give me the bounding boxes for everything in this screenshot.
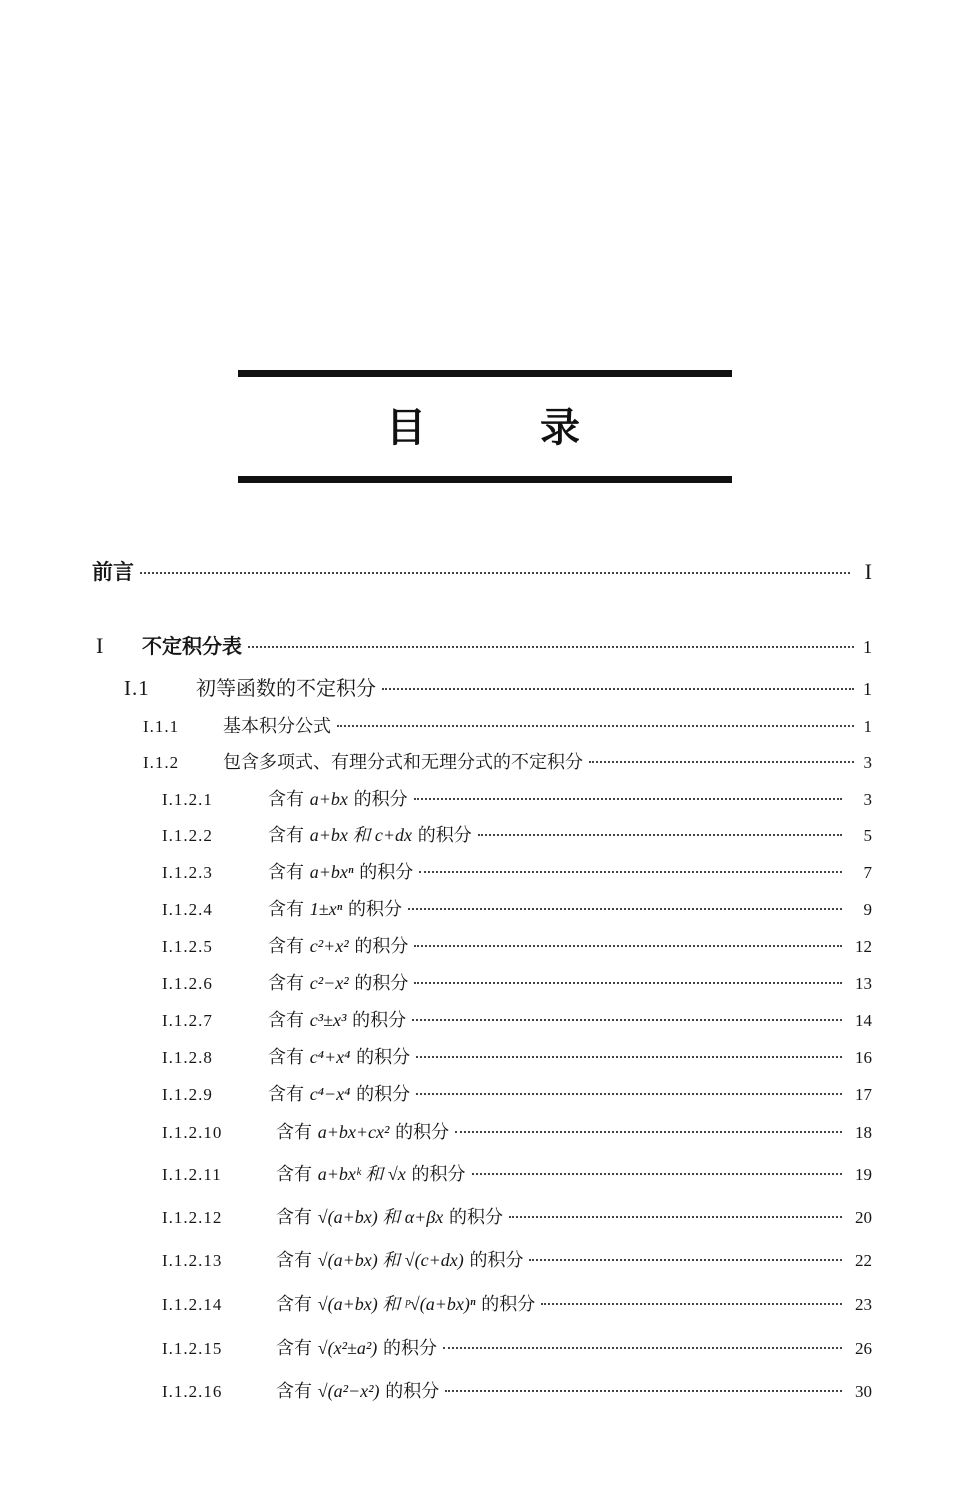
toc-entry-title bbox=[268, 1080, 410, 1106]
toc-entry-number: I.1.2.11 bbox=[162, 1165, 222, 1184]
toc-entry-number: I.1.2.3 bbox=[162, 863, 213, 882]
toc-entry-title bbox=[276, 1118, 449, 1144]
toc-entry-title bbox=[276, 1334, 437, 1360]
toc-entry-number: I.1.2.2 bbox=[162, 826, 213, 845]
toc-entry-page: 7 bbox=[863, 863, 872, 882]
dot-leader bbox=[443, 1347, 842, 1349]
toc-entry-number: I.1.2.7 bbox=[162, 1011, 213, 1030]
dot-leader bbox=[416, 1056, 842, 1058]
title-suffix: 的积分 bbox=[348, 899, 403, 920]
math-expression: c²+x² bbox=[309, 936, 349, 956]
title-prefix: 含有 bbox=[268, 1047, 304, 1068]
title-prefix: 含有 bbox=[268, 973, 304, 994]
math-expression: a+bx+cx² bbox=[317, 1122, 390, 1142]
toc-entry-number: I.1.2.1 bbox=[162, 790, 213, 809]
toc-entry-number: I.1.2.16 bbox=[162, 1382, 223, 1401]
dot-leader bbox=[416, 1093, 842, 1095]
toc-entry-item[interactable] bbox=[162, 785, 872, 811]
title-suffix: 的积分 bbox=[385, 1381, 440, 1402]
toc-entry-page: 26 bbox=[855, 1339, 872, 1358]
title-prefix: 含有 bbox=[268, 789, 304, 810]
toc-entry-item[interactable] bbox=[162, 1160, 872, 1186]
math-expression: 1±xⁿ bbox=[309, 899, 343, 919]
toc-entry-page: 5 bbox=[863, 826, 872, 845]
toc-entry-title bbox=[268, 821, 472, 847]
title-prefix: 含有 bbox=[268, 862, 304, 883]
toc-entry-item[interactable] bbox=[162, 821, 872, 847]
dot-leader bbox=[382, 688, 854, 690]
toc-entry-title bbox=[276, 1203, 503, 1229]
dot-leader bbox=[478, 834, 842, 836]
math-expression: a+bxⁿ bbox=[309, 862, 354, 882]
toc-entry-item[interactable] bbox=[162, 932, 872, 958]
dot-leader bbox=[412, 1019, 842, 1021]
title-suffix: 的积分 bbox=[383, 1338, 437, 1359]
title-suffix: 的积分 bbox=[356, 1084, 411, 1105]
math-expression: c³±x³ bbox=[309, 1010, 347, 1030]
toc-entry-title bbox=[276, 1160, 466, 1186]
math-expression: √(a+bx) 和 √(c+dx) bbox=[317, 1250, 464, 1270]
dot-leader bbox=[472, 1173, 842, 1175]
title-suffix: 的积分 bbox=[352, 1010, 407, 1031]
toc-entry-page: 23 bbox=[855, 1295, 872, 1314]
toc-entry-number: I.1.2.10 bbox=[162, 1123, 223, 1142]
toc-entry-page: 20 bbox=[855, 1208, 872, 1227]
toc-entry-page: 12 bbox=[855, 937, 872, 956]
toc-entry-title bbox=[276, 1246, 523, 1272]
toc-entry-number: I.1.2.8 bbox=[162, 1048, 213, 1067]
toc-entry-number: I.1.2.5 bbox=[162, 937, 213, 956]
title-suffix: 的积分 bbox=[395, 1122, 450, 1143]
toc-entry-title: 不定积分表 bbox=[142, 634, 242, 658]
title-prefix: 含有 bbox=[276, 1207, 312, 1228]
dot-leader bbox=[445, 1390, 842, 1392]
math-expression: c²−x² bbox=[309, 973, 349, 993]
toc-entry-page: 13 bbox=[855, 974, 872, 993]
dot-leader bbox=[140, 572, 850, 574]
dot-leader bbox=[541, 1303, 842, 1305]
title-suffix: 的积分 bbox=[356, 1047, 411, 1068]
title-suffix: 的积分 bbox=[417, 825, 472, 846]
title-prefix: 含有 bbox=[276, 1250, 312, 1271]
math-expression: √(x²±a²) bbox=[317, 1338, 378, 1358]
dot-leader bbox=[509, 1216, 842, 1218]
toc-entry-item[interactable] bbox=[162, 858, 872, 884]
toc-entry-page: I bbox=[864, 559, 872, 584]
dot-leader bbox=[414, 945, 842, 947]
dot-leader bbox=[529, 1259, 842, 1261]
toc-heading-char-2: 录 bbox=[540, 405, 580, 451]
toc-entry-title: 前言 bbox=[92, 560, 134, 584]
toc-entry-page: 19 bbox=[855, 1165, 872, 1184]
toc-entry-title: 初等函数的不定积分 bbox=[196, 676, 376, 700]
dot-leader bbox=[408, 908, 842, 910]
toc-entry-item[interactable] bbox=[162, 1118, 872, 1144]
title-prefix: 含有 bbox=[276, 1164, 312, 1185]
toc-entry-page: 1 bbox=[863, 717, 872, 736]
toc-entry-number: I.1.2.4 bbox=[162, 900, 213, 919]
dot-leader bbox=[455, 1131, 842, 1133]
toc-entry-item[interactable] bbox=[162, 895, 872, 921]
toc-entry-page: 9 bbox=[863, 900, 872, 919]
toc-entry-title bbox=[268, 1006, 406, 1032]
toc-entry-item[interactable] bbox=[162, 1203, 872, 1229]
title-prefix: 含有 bbox=[276, 1381, 312, 1402]
title-prefix: 含有 bbox=[276, 1122, 312, 1143]
toc-entry-number: I.1.2.13 bbox=[162, 1251, 223, 1270]
dot-leader bbox=[419, 871, 842, 873]
toc-entry-item[interactable] bbox=[162, 1006, 872, 1032]
math-expression: c⁴−x⁴ bbox=[309, 1084, 351, 1104]
toc-entry-page: 1 bbox=[863, 637, 872, 657]
toc-entry-title bbox=[268, 785, 408, 811]
math-expression: a+bxᵏ 和 √x bbox=[317, 1164, 406, 1184]
toc-entry-item[interactable] bbox=[162, 1290, 872, 1316]
title-suffix: 的积分 bbox=[354, 973, 409, 994]
toc-heading-char-1: 目 bbox=[386, 405, 426, 451]
toc-entry-title bbox=[276, 1377, 439, 1403]
toc-entry-number: I.1 bbox=[124, 676, 150, 700]
toc-entry-page: 3 bbox=[863, 753, 872, 772]
math-expression: √(a²−x²) bbox=[317, 1381, 380, 1401]
math-expression: a+bx bbox=[309, 789, 348, 809]
toc-entry-number: I.1.1 bbox=[143, 717, 180, 736]
dot-leader bbox=[248, 646, 854, 648]
toc-entry-preface[interactable] bbox=[92, 556, 872, 586]
title-prefix: 含有 bbox=[268, 825, 304, 846]
toc-entry-subsection[interactable] bbox=[143, 748, 872, 774]
dot-leader bbox=[337, 725, 854, 727]
title-prefix: 含有 bbox=[268, 1010, 304, 1031]
title-suffix: 的积分 bbox=[481, 1294, 536, 1315]
toc-entry-number: I.1.2.6 bbox=[162, 974, 213, 993]
math-expression: c⁴+x⁴ bbox=[309, 1047, 351, 1067]
toc-entry-number: I.1.2.14 bbox=[162, 1295, 223, 1314]
title-suffix: 的积分 bbox=[353, 789, 408, 810]
title-prefix: 含有 bbox=[276, 1338, 312, 1359]
toc-entry-title bbox=[268, 895, 402, 921]
math-expression: √(a+bx) 和 α+βx bbox=[317, 1207, 444, 1227]
toc-entry-page: 14 bbox=[855, 1011, 872, 1030]
title-suffix: 的积分 bbox=[469, 1250, 524, 1271]
math-expression: a+bx 和 c+dx bbox=[309, 825, 412, 845]
toc-entry-number: I.1.2.9 bbox=[162, 1085, 213, 1104]
dot-leader bbox=[589, 761, 854, 763]
toc-entry-title: 包含多项式、有理分式和无理分式的不定积分 bbox=[223, 752, 583, 773]
title-suffix: 的积分 bbox=[449, 1207, 504, 1228]
toc-entry-page: 30 bbox=[855, 1382, 872, 1401]
toc-entry-item[interactable] bbox=[162, 969, 872, 995]
toc-entry-item[interactable] bbox=[162, 1080, 872, 1106]
dot-leader bbox=[414, 798, 842, 800]
toc-entry-page: 22 bbox=[855, 1251, 872, 1270]
toc-entry-page: 18 bbox=[855, 1123, 872, 1142]
toc-entry-chapter[interactable] bbox=[96, 630, 872, 659]
toc-entry-page: 16 bbox=[855, 1048, 872, 1067]
toc-entry-item[interactable] bbox=[162, 1043, 872, 1069]
title-prefix: 含有 bbox=[268, 899, 304, 920]
toc-entry-page: 1 bbox=[863, 679, 872, 699]
title-suffix: 的积分 bbox=[354, 936, 409, 957]
toc-entry-number: I.1.2.15 bbox=[162, 1339, 223, 1358]
title-rule-top bbox=[238, 370, 732, 377]
toc-entry-section[interactable] bbox=[124, 672, 872, 701]
toc-entry-item[interactable] bbox=[162, 1246, 872, 1272]
toc-entry-number: I.1.2.12 bbox=[162, 1208, 223, 1227]
toc-entry-item[interactable] bbox=[162, 1377, 872, 1403]
title-suffix: 的积分 bbox=[359, 862, 414, 883]
math-expression: √(a+bx) 和 ᵖ√(a+bx)ⁿ bbox=[317, 1294, 476, 1314]
title-rule-bottom bbox=[238, 476, 732, 483]
toc-entry-title bbox=[268, 1043, 410, 1069]
toc-entry-title: 基本积分公式 bbox=[223, 716, 331, 737]
toc-entry-title bbox=[268, 969, 408, 995]
toc-entry-number: I.1.2 bbox=[143, 753, 180, 772]
toc-entry-number: I bbox=[96, 633, 105, 658]
title-suffix: 的积分 bbox=[411, 1164, 466, 1185]
title-prefix: 含有 bbox=[276, 1294, 312, 1315]
title-prefix: 含有 bbox=[268, 936, 304, 957]
toc-entry-title bbox=[268, 858, 413, 884]
toc-entry-item[interactable] bbox=[162, 1334, 872, 1360]
toc-entry-subsection[interactable] bbox=[143, 712, 872, 738]
toc-entry-title bbox=[268, 932, 408, 958]
title-prefix: 含有 bbox=[268, 1084, 304, 1105]
toc-entry-page: 17 bbox=[855, 1085, 872, 1104]
toc-entry-title bbox=[276, 1290, 535, 1316]
dot-leader bbox=[414, 982, 842, 984]
toc-entry-page: 3 bbox=[863, 790, 872, 809]
